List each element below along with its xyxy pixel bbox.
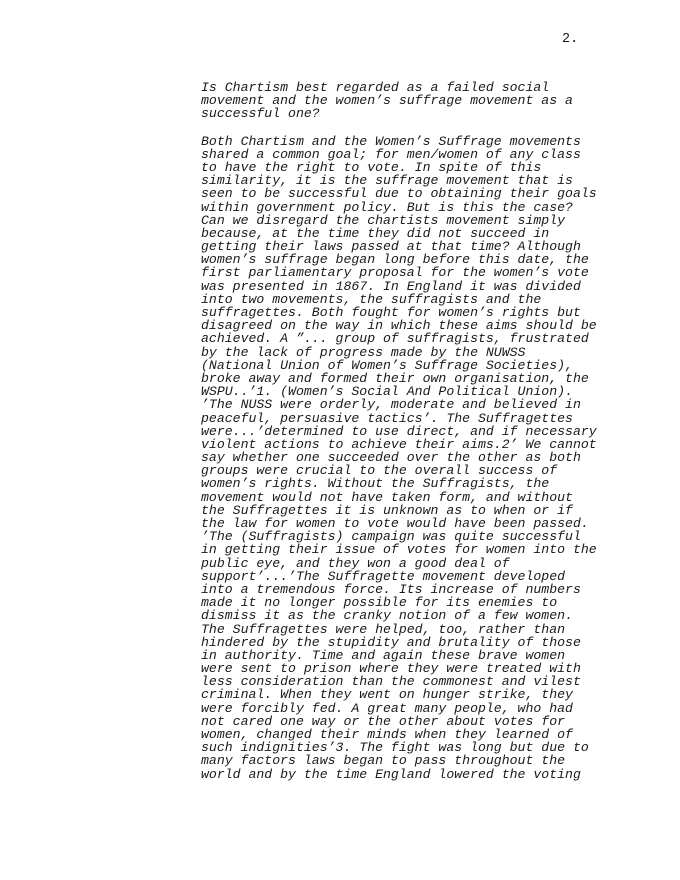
question-line: movement and the women’s suffrage movement as a — [201, 93, 573, 109]
body-line: dismiss it as the cranky notion of a few women. — [201, 608, 573, 624]
body-line: made it no longer possible for its enemies to — [201, 595, 558, 611]
essay-question — [201, 81, 611, 121]
body-line: were...’determined to use direct, and if necessary — [201, 423, 597, 439]
paragraph-gap — [201, 121, 611, 135]
body-line: peaceful, persuasive tactics’. The Suffragettes — [201, 410, 573, 426]
body-line: The Suffragettes were helped, too, rather than — [201, 621, 566, 637]
body-line: broke away and formed their own organisation, the — [201, 370, 589, 386]
body-line: women’s rights. Without the Suffragists, the — [201, 476, 550, 492]
body-line: first parliamentary proposal for the women’s vote — [201, 265, 589, 281]
body-line: because, at the time they did not succeed in — [201, 225, 550, 241]
body-line: similarity, it is the suffrage movement that is — [201, 173, 573, 189]
essay-text — [201, 81, 611, 781]
body-line: movement would not have taken form, and without — [201, 489, 573, 505]
body-line: violent actions to achieve their aims.2’ We cannot — [201, 436, 597, 452]
body-line: getting their laws passed at that time? Although — [201, 239, 581, 255]
body-line: groups were crucial to the overall success of — [201, 463, 558, 479]
body-line: support’...’The Suffragette movement developed — [201, 568, 566, 584]
question-line: Is Chartism best regarded as a failed social — [201, 80, 550, 95]
body-line: less consideration than the commonest and vilest — [201, 674, 581, 690]
body-line: ’The NUSS were orderly, moderate and believed in — [201, 397, 581, 413]
body-line: say whether one succeeded over the other as both — [201, 450, 581, 466]
body-line: women, changed their minds when they learned of — [201, 727, 573, 742]
body-line: many factors laws began to pass throughout the — [201, 753, 566, 769]
body-line: into two movements, the suffragists and the — [201, 291, 542, 307]
body-line: seen to be successful due to obtaining their goals — [201, 186, 597, 202]
body-line: shared a common goal; for men/women of any class — [201, 146, 581, 162]
body-line: the Suffragettes it is unknown as to when or if — [201, 502, 573, 518]
essay-body — [201, 135, 611, 781]
body-line: by the lack of progress made by the NUWSS — [201, 344, 526, 360]
body-line: in getting their issue of votes for women into the — [201, 542, 597, 558]
body-line: were sent to prison where they were treated with — [201, 661, 581, 677]
body-line: criminal. When they went on hunger strike, they — [201, 687, 573, 703]
body-line: WSPU..’1. (Women’s Social And Political Union). — [201, 384, 573, 400]
body-line: women’s suffrage began long before this date, the — [201, 252, 589, 268]
body-line: hindered by the stupidity and brutality of those — [201, 634, 581, 650]
question-line: successful one? — [201, 106, 320, 122]
body-line: the law for women to vote would have been passed. — [201, 516, 589, 531]
body-line: such indignities’3. The fight was long but due to — [201, 740, 589, 756]
body-line: suffragettes. Both fought for women’s rights but — [201, 305, 581, 320]
body-line: to have the right to vote. In spite of this — [201, 159, 542, 175]
body-line: not cared one way or the other about votes for — [201, 713, 566, 729]
body-line: public eye, and they won a good deal of — [201, 555, 510, 571]
body-line: world and by the time England lowered the voting — [201, 766, 581, 782]
page-number: 2. — [562, 32, 579, 47]
body-line: into a tremendous force. Its increase of numbers — [201, 581, 581, 597]
body-line: achieved. A ”... group of suffragists, frustrated — [201, 331, 589, 347]
body-line: were forcibly fed. A great many people, who had — [201, 700, 573, 716]
body-line: (National Union of Women’s Suffrage Societies), — [201, 357, 573, 373]
body-line: was presented in 1867. In England it was divided — [201, 278, 581, 294]
body-line: in authority. Time and again these brave women — [201, 647, 566, 663]
body-line: Can we disregard the chartists movement simply — [201, 212, 566, 228]
body-line: within government policy. But is this the case? — [201, 199, 573, 215]
body-line: disagreed on the way in which these aims should be — [201, 318, 597, 334]
body-line: ’The (Suffragists) campaign was quite successful — [201, 529, 581, 545]
body-line: Both Chartism and the Women’s Suffrage movements — [201, 133, 581, 149]
